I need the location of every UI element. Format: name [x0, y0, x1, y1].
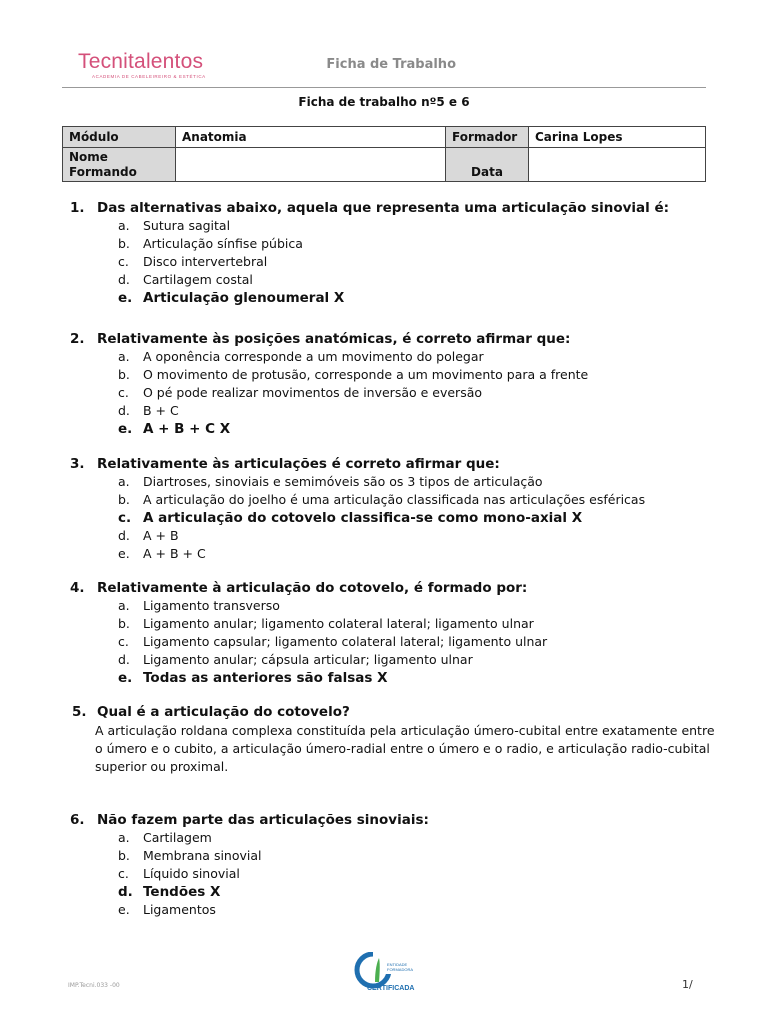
page-header	[62, 48, 706, 88]
option-letter: d.	[118, 403, 130, 418]
option-letter: e.	[118, 902, 130, 917]
question-title	[70, 579, 720, 597]
header-title: Ficha de Trabalho	[326, 57, 456, 72]
question-text: Não fazem parte das articulações sinoviais:	[97, 812, 429, 828]
option-letter: c.	[118, 634, 129, 649]
option-text: Disco intervertebral	[143, 254, 268, 269]
question-5	[72, 703, 722, 776]
option-text: Ligamento transverso	[143, 598, 280, 613]
option-letter: a.	[118, 598, 130, 613]
question-text: Relativamente à articulação do cotovelo, é formado por:	[97, 580, 528, 596]
option-c	[118, 865, 720, 883]
options-list	[118, 473, 720, 563]
option-e-answer	[118, 420, 720, 438]
option-text: Ligamento anular; cápsula articular; ligamento ulnar	[143, 652, 473, 667]
option-letter: d.	[118, 652, 130, 667]
option-letter: b.	[118, 848, 130, 863]
option-b	[118, 491, 720, 509]
option-letter: a.	[118, 218, 130, 233]
question-number: 2.	[70, 331, 85, 347]
option-text: Cartilagem	[143, 830, 212, 845]
tecnitalentos-logo	[78, 51, 206, 79]
info-table	[62, 126, 706, 182]
option-d-answer	[118, 883, 720, 901]
option-text: Tendões X	[143, 884, 221, 900]
document-title: Ficha de trabalho nº5 e 6	[298, 95, 470, 109]
option-text: Ligamento capsular; ligamento colateral lateral; ligamento ulnar	[143, 634, 548, 649]
option-text: Líquido sinovial	[143, 866, 240, 881]
option-d	[118, 402, 720, 420]
page-number: 1/	[682, 978, 693, 991]
option-text: Articulação sínfise púbica	[143, 236, 303, 251]
option-text: A articulação do joelho é uma articulação classificada nas articulações esféricas	[143, 492, 646, 507]
formador-value: Carina Lopes	[529, 127, 706, 148]
nome-label-line2: Formando	[69, 164, 137, 179]
option-text: A + B + C X	[143, 421, 231, 437]
options-list	[118, 597, 720, 687]
option-b	[118, 847, 720, 865]
option-letter: d.	[118, 528, 130, 543]
option-c	[118, 384, 720, 402]
question-number: 6.	[70, 812, 85, 828]
options-list	[118, 348, 720, 438]
option-d	[118, 527, 720, 545]
question-4	[70, 579, 720, 687]
document-code: IMP.Tecni.033 -00	[68, 982, 120, 989]
option-letter: b.	[118, 492, 130, 507]
option-text: Sutura sagital	[143, 218, 231, 233]
answer-text: A articulação roldana complexa constituída pela articulação úmero-cubital entre exatamente entre o úmero e o cubito, a articulação úmero-radial entre o úmero e o radio, e articulação radio-cubital superior ou proximal.	[95, 723, 715, 774]
question-title	[70, 455, 720, 473]
question-1	[70, 199, 720, 307]
certified-entity-logo-icon	[353, 952, 417, 996]
option-letter: b.	[118, 616, 130, 631]
question-title	[70, 811, 720, 829]
option-d	[118, 651, 720, 669]
question-text: Relativamente às posições anatómicas, é correto afirmar que:	[97, 331, 571, 347]
option-letter: e.	[118, 546, 130, 561]
option-a	[118, 597, 720, 615]
question-text: Relativamente às articulações é correto afirmar que:	[97, 456, 500, 472]
question-number: 3.	[70, 456, 85, 472]
question-text: Qual é a articulação do cotovelo?	[97, 704, 350, 720]
modulo-label: Módulo	[63, 127, 176, 148]
option-c-answer	[118, 509, 720, 527]
option-a	[118, 348, 720, 366]
option-e-answer	[118, 289, 720, 307]
modulo-value: Anatomia	[176, 127, 446, 148]
option-d	[118, 271, 720, 289]
question-number: 1.	[70, 200, 85, 216]
option-a	[118, 217, 720, 235]
option-b	[118, 615, 720, 633]
option-b	[118, 235, 720, 253]
formador-label: Formador	[446, 127, 529, 148]
option-text: Cartilagem costal	[143, 272, 253, 287]
options-list	[118, 217, 720, 307]
option-text: O pé pode realizar movimentos de inversão e eversão	[143, 385, 483, 400]
options-list	[118, 829, 720, 919]
option-a	[118, 829, 720, 847]
option-letter: a.	[118, 349, 130, 364]
option-letter: e.	[118, 670, 133, 686]
info-row-nome	[63, 148, 706, 182]
option-letter: b.	[118, 236, 130, 251]
cert-text-1: ENTIDADE	[387, 962, 408, 967]
option-text: A + B	[143, 528, 179, 543]
option-e	[118, 901, 720, 919]
question-2	[70, 330, 720, 438]
logo-tagline: ACADEMIA DE CABELEIREIRO & ESTÉTICA	[92, 74, 206, 79]
option-text: O movimento de protusão, corresponde a um movimento para a frente	[143, 367, 589, 382]
option-b	[118, 366, 720, 384]
option-text: A + B + C	[143, 546, 206, 561]
question-title	[72, 703, 722, 721]
info-row-modulo	[63, 127, 706, 148]
option-e	[118, 545, 720, 563]
cert-text-2: FORMADORA	[387, 967, 413, 972]
option-text: B + C	[143, 403, 179, 418]
question-text: Das alternativas abaixo, aquela que representa uma articulação sinovial é:	[97, 200, 670, 216]
option-letter: e.	[118, 290, 133, 306]
option-letter: e.	[118, 421, 133, 437]
option-e-answer	[118, 669, 720, 687]
question-6	[70, 811, 720, 919]
option-a	[118, 473, 720, 491]
option-letter: c.	[118, 510, 132, 526]
option-text: Todas as anteriores são falsas X	[143, 670, 388, 686]
nome-label-line1: Nome	[69, 149, 108, 164]
option-letter: b.	[118, 367, 130, 382]
nome-formando-value[interactable]	[176, 148, 446, 182]
question-title	[70, 330, 720, 348]
question-3	[70, 455, 720, 563]
option-text: Ligamento anular; ligamento colateral lateral; ligamento ulnar	[143, 616, 534, 631]
question-title	[70, 199, 720, 217]
option-text: Diartroses, sinoviais e semimóveis são os 3 tipos de articulação	[143, 474, 543, 489]
option-text: A oponência corresponde a um movimento do polegar	[143, 349, 484, 364]
question-number: 4.	[70, 580, 85, 596]
nome-formando-label	[63, 148, 176, 182]
option-letter: a.	[118, 474, 130, 489]
option-text: Articulação glenoumeral X	[143, 290, 345, 306]
option-c	[118, 253, 720, 271]
option-text: Ligamentos	[143, 902, 216, 917]
option-text: Membrana sinovial	[143, 848, 262, 863]
option-text: A articulação do cotovelo classifica-se como mono-axial X	[143, 510, 583, 526]
option-letter: d.	[118, 272, 130, 287]
option-letter: c.	[118, 385, 129, 400]
data-label: Data	[446, 148, 529, 182]
option-letter: c.	[118, 254, 129, 269]
logo-wordmark: Tecnitalentos	[78, 50, 204, 73]
question-number: 5.	[72, 704, 87, 720]
data-value[interactable]	[529, 148, 706, 182]
option-c	[118, 633, 720, 651]
option-letter: a.	[118, 830, 130, 845]
option-letter: d.	[118, 884, 133, 900]
option-letter: c.	[118, 866, 129, 881]
cert-text-3: CERTIFICADA	[367, 985, 415, 992]
